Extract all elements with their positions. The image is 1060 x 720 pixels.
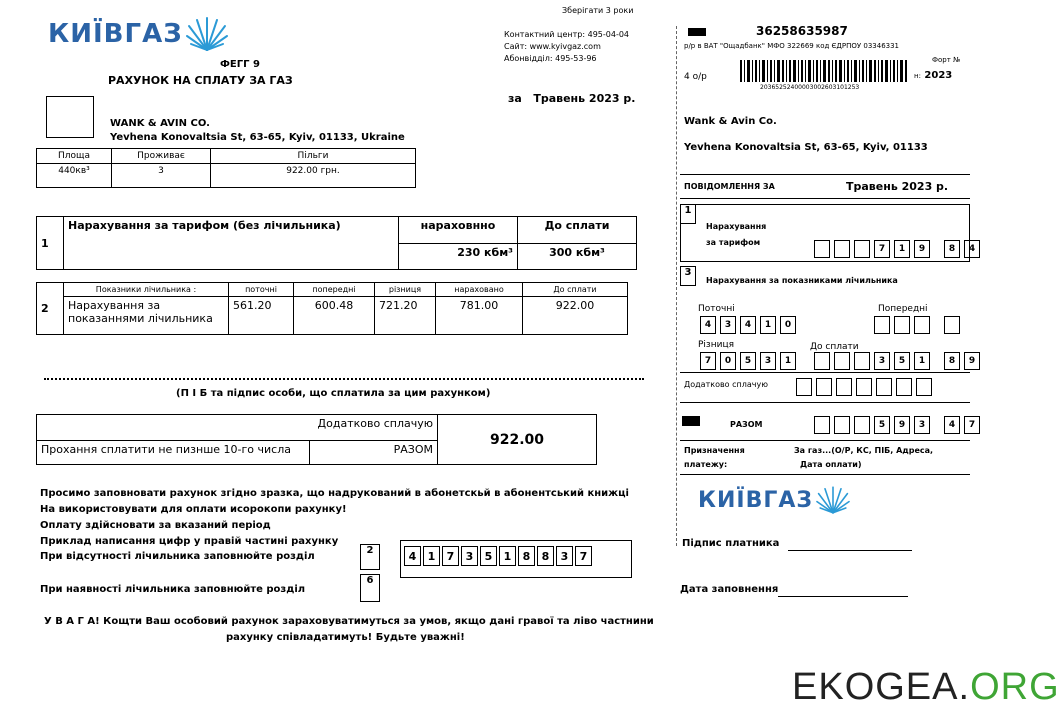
with-meter-section-num: 6 xyxy=(366,575,374,586)
current-digit: 3 xyxy=(720,316,736,334)
watermark-part-2: ORG xyxy=(970,666,1060,708)
total-rule xyxy=(680,440,970,441)
diff-digit: 5 xyxy=(740,352,756,370)
meter-header-5: До сплати xyxy=(523,283,628,297)
right-total-label: РАЗОМ xyxy=(730,420,763,429)
page-title: РАХУНОК НА СПЛАТУ ЗА ГАЗ xyxy=(108,74,293,87)
kyivgaz-logo xyxy=(48,14,227,54)
notice-rule xyxy=(680,174,970,175)
instruction-3: Оплату здійсновати за вказаний період xyxy=(40,520,271,531)
no-meter-section-num: 2 xyxy=(366,545,374,556)
meter-num: 2 xyxy=(37,283,64,335)
area-value: 440кв³ xyxy=(37,164,112,188)
meter-diff: 721.20 xyxy=(375,297,436,335)
extra-digit xyxy=(796,378,812,396)
flower-logo-icon xyxy=(817,484,849,516)
total-digit: 5 xyxy=(874,416,890,434)
pay-digit: 1 xyxy=(914,352,930,370)
tariff-pay: 300 кбм³ xyxy=(518,243,637,270)
s1-digit: 1 xyxy=(894,240,910,258)
current-digit: 0 xyxy=(780,316,796,334)
s1-digit: 9 xyxy=(914,240,930,258)
previous-digits xyxy=(874,316,964,334)
pay-digit: 8 xyxy=(944,352,960,370)
account-number: 36258635987 xyxy=(756,24,848,38)
diff-digit: 1 xyxy=(780,352,796,370)
extra-digit xyxy=(836,378,852,396)
total-digit: 3 xyxy=(914,416,930,434)
example-digit: 8 xyxy=(518,546,535,566)
logo-text: КИЇВГАЗ xyxy=(48,19,183,49)
customer-address: Yevhena Konovaltsia St, 63-65, Kyiv, 01133, Ukraine xyxy=(110,132,405,143)
s3-num: 3 xyxy=(684,267,692,278)
purpose-label-a: Призначення xyxy=(684,446,745,455)
meter-row-label: Нарахування за показаннями лічильника xyxy=(64,297,229,335)
example-digit: 1 xyxy=(423,546,440,566)
contact-center: Контактний центр: 495-04-04 xyxy=(504,30,630,39)
customer-name: WANK & AVIN CO. xyxy=(110,118,210,129)
extra-digit xyxy=(896,378,912,396)
meter-current: 561.20 xyxy=(229,297,294,335)
purpose-label-b: платежу: xyxy=(684,460,728,469)
example-digit: 8 xyxy=(537,546,554,566)
extra-digit xyxy=(916,378,932,396)
meter-previous: 600.48 xyxy=(294,297,375,335)
black-marker xyxy=(688,28,706,36)
logo-text-right: КИЇВГАЗ xyxy=(698,487,814,513)
form-no-prefix: н: xyxy=(914,72,921,80)
diff-digit: 0 xyxy=(720,352,736,370)
previous-label: Попередні xyxy=(878,304,928,314)
meter-pay: 922.00 xyxy=(523,297,628,335)
form-year xyxy=(914,70,952,81)
notice-period: Травень 2023 р. xyxy=(846,180,949,193)
watermark xyxy=(792,666,1060,709)
total-digit: 4 xyxy=(944,416,960,434)
total-value: 922.00 xyxy=(438,415,597,465)
diff-digit: 3 xyxy=(760,352,776,370)
form-year-value: 2023 xyxy=(924,70,953,81)
tariff-pay-header: До сплати xyxy=(518,217,637,244)
current-digit: 4 xyxy=(740,316,756,334)
period xyxy=(508,92,635,105)
fill-date-line[interactable] xyxy=(778,596,908,597)
previous-digit xyxy=(894,316,910,334)
purpose-value-b: Дата оплати) xyxy=(800,460,862,469)
extra-digit xyxy=(816,378,832,396)
example-digit: 1 xyxy=(499,546,516,566)
s1-digit xyxy=(934,240,940,258)
example-digit: 7 xyxy=(575,546,592,566)
example-digit: 4 xyxy=(404,546,421,566)
meter-charged: 781.00 xyxy=(436,297,523,335)
pay-digits xyxy=(814,352,984,370)
extra-digits xyxy=(796,378,936,396)
current-digit: 1 xyxy=(760,316,776,334)
meter-header-1: поточні xyxy=(229,283,294,297)
total-digit xyxy=(934,416,940,434)
area-header: Площа xyxy=(37,149,112,164)
example-digit: 3 xyxy=(556,546,573,566)
residents-header: Проживає xyxy=(112,149,211,164)
purpose-rule xyxy=(680,474,970,475)
pay-digit: 3 xyxy=(874,352,890,370)
total-digits xyxy=(814,416,984,434)
period-prefix: за xyxy=(508,92,522,105)
total-digit xyxy=(854,416,870,434)
tariff-num: 1 xyxy=(37,217,64,270)
pay-digit xyxy=(854,352,870,370)
current-label: Поточні xyxy=(698,304,735,314)
totals-table xyxy=(36,414,597,465)
signature-dots xyxy=(44,378,644,380)
diff-digits xyxy=(700,352,800,370)
previous-digit xyxy=(874,316,890,334)
instruction-2: На використовувати для оплати исорокопи рахунку! xyxy=(40,504,347,515)
no-meter-section xyxy=(360,544,380,570)
s1-digit: 7 xyxy=(874,240,890,258)
example-digit: 3 xyxy=(461,546,478,566)
benefits-value: 922.00 грн. xyxy=(211,164,416,188)
purpose-value-a: За газ...(О/Р, КС, ПІБ, Адреса, xyxy=(794,446,934,455)
warning-line-1: У В А Г А! Кощти Ваш особовий рахунок зараховуватимуться за умов, якщо дані гравої та ліво частнини xyxy=(44,616,654,627)
total-digit xyxy=(834,416,850,434)
deadline-text: Прохання сплатити не пизнше 10-го числа xyxy=(37,441,310,465)
s1-digits xyxy=(814,240,984,258)
tariff-label: Нарахування за тарифом (без лічильника) xyxy=(64,217,399,270)
residents-value: 3 xyxy=(112,164,211,188)
meter-table xyxy=(36,282,628,335)
kyivgaz-logo-right xyxy=(698,484,849,516)
s1-digit xyxy=(854,240,870,258)
pay-digit xyxy=(814,352,830,370)
right-customer-address: Yevhena Konovaltsia St, 63-65, Kyiv, 01133 xyxy=(684,142,928,153)
barcode-number: 20365252400003002603101253 xyxy=(760,84,860,91)
s3-num-box xyxy=(680,266,696,286)
meter-header-4: нараховано xyxy=(436,283,523,297)
example-digit: 7 xyxy=(442,546,459,566)
form-no-label: Форт № xyxy=(932,56,961,64)
extra-digit xyxy=(876,378,892,396)
site: Сайт: www.kyivgaz.com xyxy=(504,42,601,51)
s1-num: 1 xyxy=(684,205,692,216)
pay-digit: 5 xyxy=(894,352,910,370)
acc-label: 4 о/р xyxy=(684,72,707,82)
meter-header-2: попередні xyxy=(294,283,375,297)
info-table xyxy=(36,148,416,188)
tariff-charged: 230 кбм³ xyxy=(399,243,518,270)
previous-digit xyxy=(944,316,960,334)
s1-digit: 8 xyxy=(944,240,960,258)
no-meter-label: При відсутності лічильника заповнюйте розділ xyxy=(40,551,315,562)
form-code: ФЕГГ 9 xyxy=(220,59,260,70)
tariff-charged-header: нараховнно xyxy=(399,217,518,244)
current-digits xyxy=(700,316,800,334)
total-label: РАЗОМ xyxy=(310,441,438,465)
barcode xyxy=(740,60,910,82)
current-digit: 4 xyxy=(700,316,716,334)
extra-digit xyxy=(856,378,872,396)
meter-header-3: різниця xyxy=(375,283,436,297)
total-digit: 9 xyxy=(894,416,910,434)
notice-rule-2 xyxy=(680,198,970,199)
instruction-4: Приклад написання цифр у правій частині рахунку xyxy=(40,536,339,547)
extra-rule xyxy=(680,402,970,403)
benefits-header: Пільги xyxy=(211,149,416,164)
pay-digit: 9 xyxy=(964,352,980,370)
total-digit xyxy=(814,416,830,434)
pay-label: До сплати xyxy=(810,342,859,352)
photo-box xyxy=(46,96,94,138)
flower-logo-icon xyxy=(187,14,227,54)
period-value: Травень 2023 р. xyxy=(533,92,636,105)
fill-date-label: Дата заповнення xyxy=(680,584,779,595)
right-customer-name: Wank & Avin Co. xyxy=(684,116,777,127)
s1-digit xyxy=(814,240,830,258)
warning-line-2: рахунку співладатимуть! Будьте уважні! xyxy=(226,632,465,643)
pay-digit xyxy=(834,352,850,370)
s1-digit: 4 xyxy=(964,240,980,258)
pay-digit xyxy=(934,352,940,370)
cut-line xyxy=(676,26,677,546)
bank-details: р/р в ВАТ "Ощадбанк" МФО 322669 код ЄДРПОУ 03346331 xyxy=(684,42,900,50)
diff-label: Різниця xyxy=(698,340,734,350)
example-frame xyxy=(400,540,632,578)
instruction-1: Просимо заповновати рахунок згідно зразка, що надрукований в абонетскьй в абонентський книжці xyxy=(40,488,629,499)
diff-digit: 7 xyxy=(700,352,716,370)
keep-note: Зберігати 3 роки xyxy=(562,6,634,15)
extra-pay-label: Додатково сплачую xyxy=(37,415,438,441)
payer-sign-line[interactable] xyxy=(788,550,912,551)
notice-label: ПОВІДОМЛЕННЯ ЗА xyxy=(684,182,775,191)
s3-label: Нарахування за показниками лічильника xyxy=(706,276,898,285)
signature-caption: (П І Б та підпис особи, що сплатила за цим рахунком) xyxy=(176,388,491,399)
previous-digit xyxy=(914,316,930,334)
s1-label-b: за тарифом xyxy=(706,238,761,247)
watermark-part-1: EKOGEA. xyxy=(792,666,971,708)
total-marker xyxy=(682,416,700,426)
tariff-table xyxy=(36,216,637,270)
right-extra-label: Додатково сплачую xyxy=(684,380,768,389)
payer-sign-label: Підпис платника xyxy=(682,538,780,549)
with-meter-section xyxy=(360,574,380,602)
with-meter-label: При наявності лічильника заповнюйте розділ xyxy=(40,584,306,595)
meter-header-0: Показники лічильника : xyxy=(64,283,229,297)
example-digit: 5 xyxy=(480,546,497,566)
s1-label-a: Нарахування xyxy=(706,222,767,231)
total-digit: 7 xyxy=(964,416,980,434)
s1-digit xyxy=(834,240,850,258)
subscriber-dept: Абонвідділ: 495-53-96 xyxy=(504,54,597,63)
s3-rule xyxy=(680,372,970,373)
